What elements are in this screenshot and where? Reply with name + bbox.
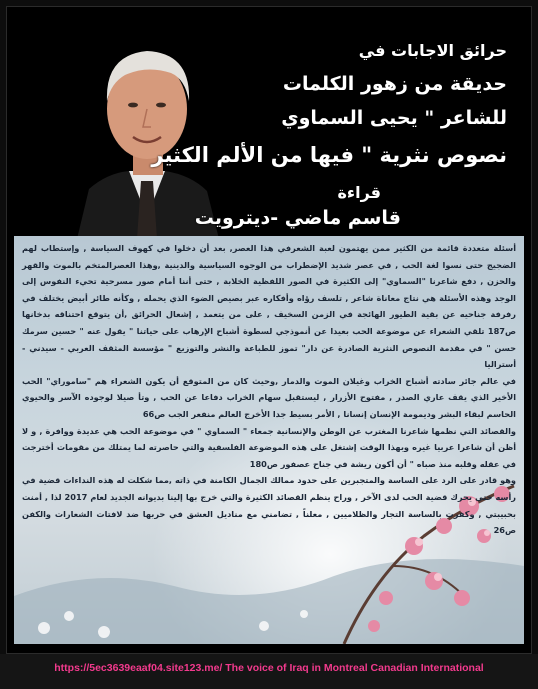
headline-line-5: قراءة	[337, 183, 381, 202]
article-body-panel	[14, 236, 524, 644]
headline-line-1: حرائق الاجابات في	[358, 41, 507, 60]
headline-line-2: حديقة من زهور الكلمات	[282, 73, 507, 95]
article-body	[22, 240, 516, 539]
headline-line-3: للشاعر " يحيى السماوي	[281, 107, 507, 129]
headline-author: قاسم ماضي -ديترويت	[194, 207, 401, 229]
article-paragraph-4: وهو قادر على الرد على الساسة والمتجبرين على حدود ممالك الجمال الكامنة في ذاته ,مما شكلت له هذه النداءات قضية في رأسه حتى يحرك قضية الحب لدى الآخر , وراح ينظم القصائد الكثيرة والتي خرج بها إلينا بديوانه الجديد لعام 2017 لذا , أمنت بحبيبتي , وكفرت بالساسة التجار والظلاميين , معلناً , تضامني مع مناديل العشق في حربها ضد لافتات الشعارات والكفن ص26	[22, 475, 516, 536]
footer-banner	[0, 654, 538, 689]
footer-banner-link[interactable]: https://5ec3639eaaf04.site123.me/ The voice of Iraq in Montreal Canadian International	[54, 662, 484, 674]
article-paragraph-2: في عالم جائر سادته أشباح الخراب وغيلان الموت والدمار ,وحيث كان من المتوقع أن يكون الشعراء هم "ساموراي" الحب الأخير الذي يقف عاري الصدر , مفتوح الأزرار , ليستقبل سهام الخراب دفاعا عن الحب , وتأ صيلا لوجوده الآسر والحيوي الحاسم لبقاء البشر وديمومة الإنسان إنسانا , الأمر بسيط جدا الأخرج العالم منفعر الجب ص66	[22, 375, 516, 419]
headline-line-4: نصوص نثرية " فيها من الألم الكثير	[151, 143, 507, 167]
article-paragraph-3: والقصائد التي نظمها شاعرنا المغترب عن الوطن والإنسانية جمعاء " السماوي " في موضوعة الحب هي عديدة ووافرة , و لا أظن أن شاعرا عربيا غيره وبهذا الوقت إشتغل على هذه الموضوعة الفلسفية والتي حاصرته لما يمتلك من مقومات أخترجت في عقله وقلبه منذ صباه " أن أكون ريشة في جناح عصفور ص180	[22, 425, 516, 469]
article-paragraph-1: أسئلة متعددة قائمة من الكثير ممن يهتمون لعبة الشعرفي هذا العصر, بعد أن دخلوا في كهوف السياسة , وإستطاب لهم الضجيج حتى نسوا لغة الحب , في عصر شديد الإضطراب من الوجوه السياسية والدينية ,وهذا العصرالمتخم بالموت والقهر والحزن , دفع شاعرنا "السماوي" إلى الكثيرة في الصور اللفظية الخلابة , حتى أننا أمام صور مسرحية تحيء النفوس إلى الوجد وهذه الأسئلة هي نتاج معاناة شاعر , تلسف رؤاه وأفكاره عبر بصيص الضوء الذي يحمله , وكأنه طائر أبيض يختلف في رفرفة جناحيه عن بقية الطيور الهائجة في الزمن السخيف , على من يتعمد , إشعال الحرائق ,أن يتوقع احتناقه بدخانها ص187 تلقي الشعراء عن موضوعة الحب بعيدا عن أنموذجي لسطوة أشباح الإرهاب على حياتنا " يقول عنه " حسين سرمك حسن " في مقدمة النصوص النثرية الصادرة عن دار" تموز للطباعة والنشر والتوزيع " مؤسسة المثقف العربي - سيدني - أستراليا	[22, 243, 516, 370]
